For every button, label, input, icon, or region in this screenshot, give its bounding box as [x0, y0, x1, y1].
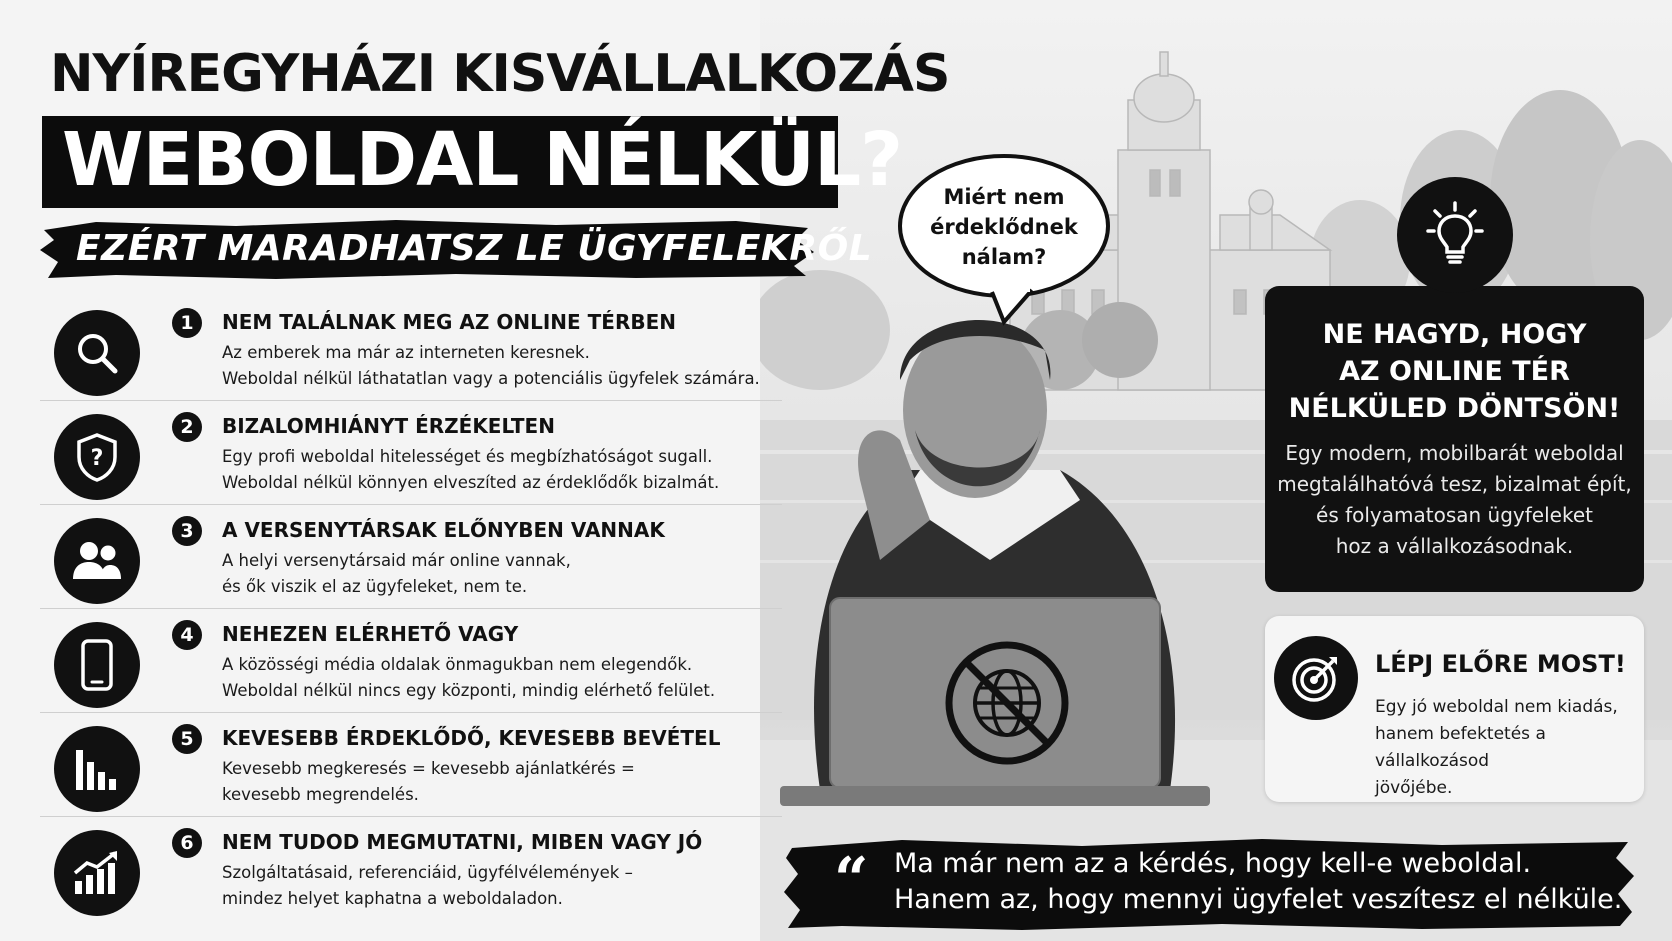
item-title: NEM TUDOD MEGMUTATNI, MIBEN VAGY JÓ [222, 830, 703, 854]
item-title: BIZALOMHIÁNYT ÉRZÉKELTEN [222, 414, 555, 438]
page-subtitle: EZÉRT MARADHATSZ LE ÜGYFELEKRŐL [76, 228, 873, 269]
item-text: A helyi versenytársaid már online vannak, és ők viszik el az ügyfeleket, nem te. [222, 551, 571, 596]
item-text: Kevesebb megkeresés = kevesebb ajánlatkérés = kevesebb megrendelés. [222, 759, 635, 804]
list-item [40, 712, 782, 817]
shield-question-icon [54, 414, 140, 500]
list-item [40, 400, 782, 505]
item-title: A VERSENYTÁRSAK ELŐNYBEN VANNAK [222, 518, 665, 542]
item-title: KEVESEBB ÉRDEKLŐDŐ, KEVESEBB BEVÉTEL [222, 726, 721, 750]
item-number: 5 [172, 724, 202, 754]
cta-light-title: LÉPJ ELŐRE MOST! [1375, 650, 1626, 678]
list-item [40, 608, 782, 713]
item-number: 1 [172, 308, 202, 338]
item-title: NEM TALÁLNAK MEG AZ ONLINE TÉRBEN [222, 310, 677, 334]
smartphone-icon [54, 622, 140, 708]
speech-bubble-text: Miért nem érdeklődnek nálam? [930, 185, 1078, 269]
list-item [40, 816, 782, 920]
cta-light-card [1265, 616, 1644, 802]
item-text: Szolgáltatásaid, referenciáid, ügyfélvélemények – mindez helyet kaphatna a weboldaladon. [222, 863, 633, 908]
cta-dark-text: Egy modern, mobilbarát weboldal megtalálhatóvá tesz, bizalmat épít, és folyamatosan ügyfeleket hoz a vállalkozásodnak. [1277, 441, 1632, 558]
chart-growth-icon [54, 830, 140, 916]
item-text: A közösségi média oldalak önmagukban nem elegendők. Weboldal nélkül nincs egy központi, mindig elérhető felület. [222, 655, 716, 700]
list-item [40, 504, 782, 609]
item-text: Az emberek ma már az interneten keresnek. Weboldal nélkül láthatatlan vagy a potenciális ügyfelek számára. [222, 343, 760, 388]
item-number: 6 [172, 828, 202, 858]
bar-chart-down-icon [54, 726, 140, 812]
cta-light-text: Egy jó weboldal nem kiadás, hanem befektetés a vállalkozásod jövőjébe. [1375, 697, 1618, 798]
svg-text:?: ? [90, 446, 104, 471]
list-item [40, 296, 782, 401]
cta-dark-card [1265, 286, 1644, 592]
item-text: Egy profi weboldal hitelességet és megbízhatóságot sugall. Weboldal nélkül könnyen elveszíted az érdeklődők bizalmát. [222, 447, 720, 492]
cta-dark-title: NE HAGYD, HOGY AZ ONLINE TÉR NÉLKÜLED DÖNTSÖN! [1288, 319, 1621, 424]
page-title: NYÍREGYHÁZI KISVÁLLALKOZÁS [50, 44, 950, 104]
lightbulb-icon [1397, 177, 1513, 293]
item-number: 2 [172, 412, 202, 442]
item-number: 3 [172, 516, 202, 546]
users-icon [54, 518, 140, 604]
target-icon [1274, 636, 1358, 720]
quote-text: Ma már nem az a kérdés, hogy kell-e weboldal. Hanem az, hogy mennyi ügyfelet veszítesz el nélküle. [894, 848, 1623, 915]
quote-mark: “ [834, 845, 869, 915]
search-icon [54, 310, 140, 396]
no-globe-icon [942, 638, 1072, 768]
item-title: NEHEZEN ELÉRHETŐ VAGY [222, 622, 519, 646]
page-title-highlight: WEBOLDAL NÉLKÜL? [62, 117, 903, 203]
item-number: 4 [172, 620, 202, 650]
